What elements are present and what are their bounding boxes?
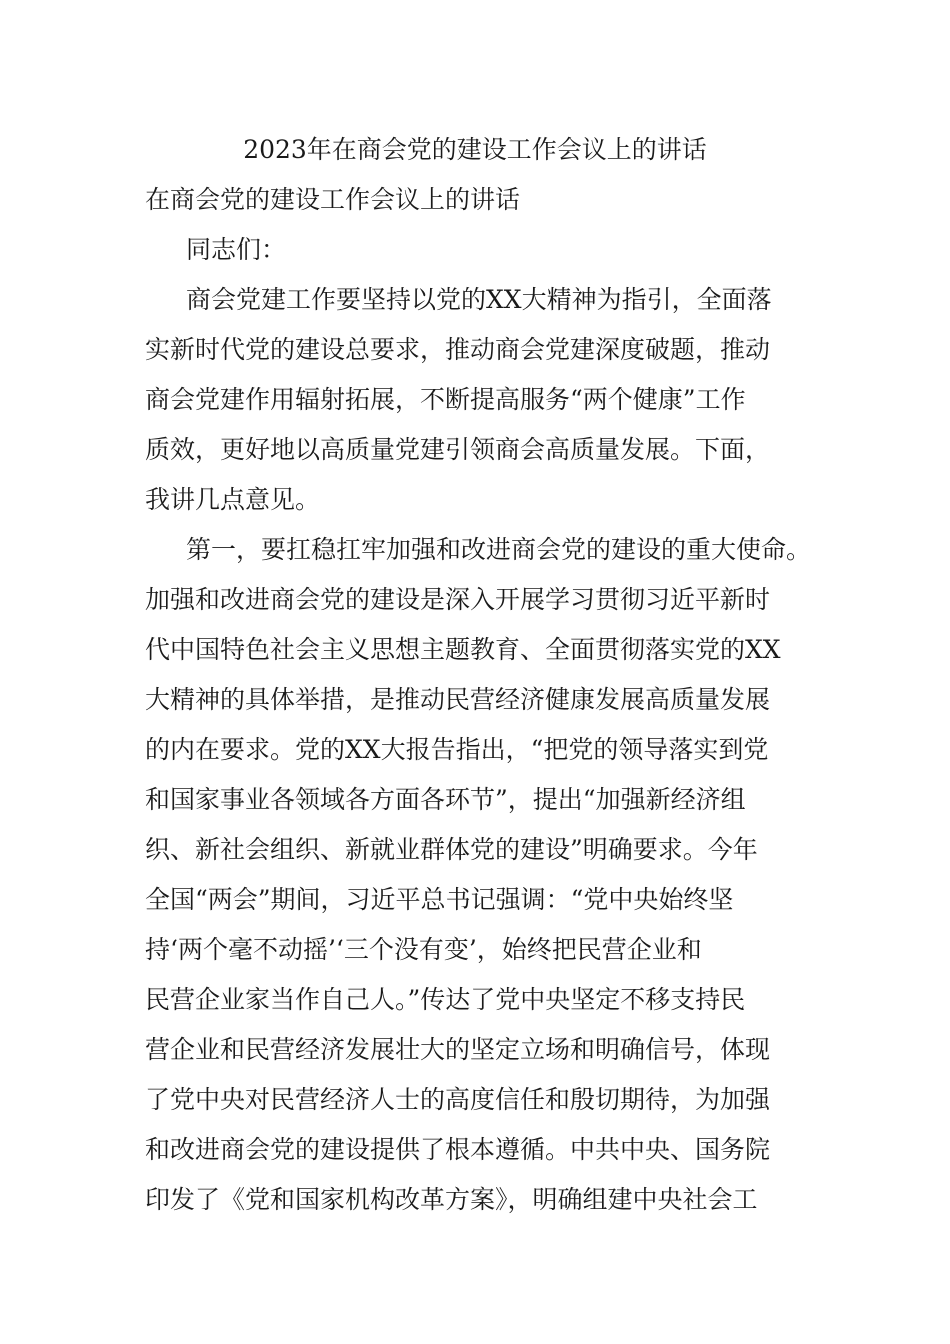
- body-line: 代中国特色社会主义思想主题教育、全面贯彻落实党的XX: [145, 635, 781, 664]
- body-line: 第一，要扛稳扛牢加强和改进商会党的建设的重大使命。: [186, 535, 812, 564]
- body-line: 印发了《党和国家机构改革方案》，明确组建中央社会工: [145, 1185, 758, 1214]
- body-line: 营企业和民营经济发展壮大的坚定立场和明确信号，体现: [145, 1035, 771, 1064]
- salutation: 同志们：: [186, 235, 287, 264]
- body-line: 持‘两个毫不动摇’‘三个没有变’，始终把民营企业和: [145, 935, 702, 964]
- body-line: 质效，更好地以高质量党建引领商会高质量发展。下面，: [145, 435, 771, 464]
- body-line: 大精神的具体举措，是推动民营经济健康发展高质量发展: [145, 685, 771, 714]
- body-line: 我讲几点意见。: [145, 485, 321, 514]
- body-line: 商会党建工作要坚持以党的XX大精神为指引，全面落: [186, 285, 772, 314]
- document-subtitle: 在商会党的建设工作会议上的讲话: [145, 185, 521, 214]
- body-line: 全国“两会”期间，习近平总书记强调：“党中央始终坚: [145, 885, 734, 914]
- document-title: 2023年在商会党的建设工作会议上的讲话: [243, 135, 707, 164]
- body-line: 商会党建作用辐射拓展，不断提高服务“两个健康”工作: [145, 385, 746, 414]
- body-line: 了党中央对民营经济人士的高度信任和殷切期待，为加强: [145, 1085, 771, 1114]
- body-line: 和国家事业各领域各方面各环节”，提出“加强新经济组: [145, 785, 746, 814]
- body-line: 民营企业家当作自己人。”传达了党中央坚定不移支持民: [145, 985, 746, 1014]
- body-line: 和改进商会党的建设提供了根本遵循。中共中央、国务院: [145, 1135, 771, 1164]
- body-line: 的内在要求。党的XX大报告指出，“把党的领导落实到党: [145, 735, 769, 764]
- body-line: 实新时代党的建设总要求，推动商会党建深度破题，推动: [145, 335, 771, 364]
- body-line: 加强和改进商会党的建设是深入开展学习贯彻习近平新时: [145, 585, 771, 614]
- body-line: 织、新社会组织、新就业群体党的建设”明确要求。今年: [145, 835, 758, 864]
